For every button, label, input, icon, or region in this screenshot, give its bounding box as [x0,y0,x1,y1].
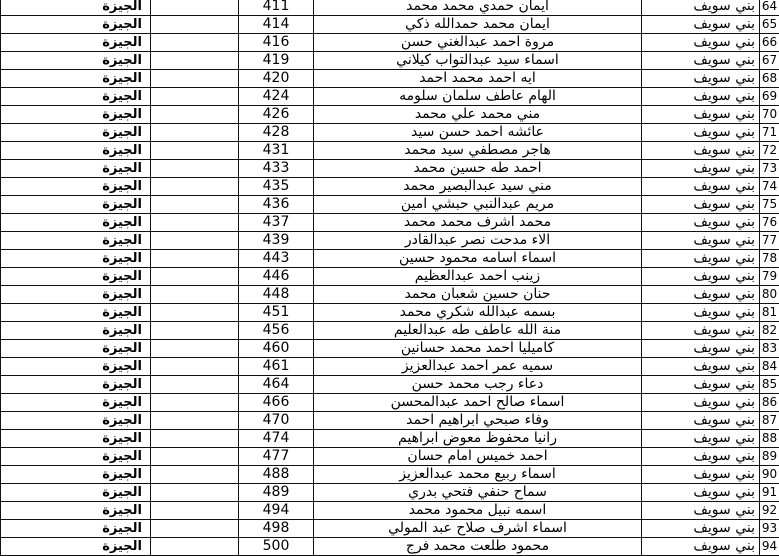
name-cell: ايمان حمدي محمد محمد [314,0,642,16]
governorate-cell: بني سويف [642,232,760,250]
empty-cell [151,196,239,214]
row-number-cell: 90 [760,466,779,484]
city-cell: الجيزة [1,214,151,232]
governorate-cell: بني سويف [642,124,760,142]
empty-cell [151,484,239,502]
city-cell: الجيزة [1,520,151,538]
governorate-cell: بني سويف [642,160,760,178]
row-number-cell: 77 [760,232,779,250]
name-cell: اسماء اشرف صلاح عبد المولي [314,520,642,538]
row-number-cell: 89 [760,448,779,466]
governorate-cell: بني سويف [642,412,760,430]
name-cell: دعاء رجب محمد حسن [314,376,642,394]
table-row [1,214,779,232]
code-cell: 435 [239,178,314,196]
code-cell: 433 [239,160,314,178]
empty-cell [151,286,239,304]
table-row [1,196,779,214]
empty-cell [151,0,239,16]
governorate-cell: بني سويف [642,34,760,52]
empty-cell [151,232,239,250]
code-cell: 443 [239,250,314,268]
code-cell: 419 [239,52,314,70]
governorate-cell: بني سويف [642,0,760,16]
name-cell: هاجر مصطفي سيد محمد [314,142,642,160]
row-number-cell: 81 [760,304,779,322]
code-cell: 464 [239,376,314,394]
code-cell: 414 [239,16,314,34]
row-number-cell: 69 [760,88,779,106]
name-cell: الهام عاطف سلمان سلومه [314,88,642,106]
code-cell: 470 [239,412,314,430]
governorate-cell: بني سويف [642,448,760,466]
governorate-cell: بني سويف [642,214,760,232]
city-cell: الجيزة [1,538,151,556]
empty-cell [151,178,239,196]
code-cell: 488 [239,466,314,484]
row-number-cell: 93 [760,520,779,538]
code-cell: 500 [239,538,314,556]
name-cell: بسمه عبدالله شكري محمد [314,304,642,322]
name-cell: رانيا محفوظ معوض ابراهيم [314,430,642,448]
name-cell: مروة احمد عبدالغني حسن [314,34,642,52]
code-cell: 431 [239,142,314,160]
governorate-cell: بني سويف [642,52,760,70]
city-cell: الجيزة [1,376,151,394]
table-row [1,52,779,70]
row-number-cell: 67 [760,52,779,70]
city-cell: الجيزة [1,0,151,16]
row-number-cell: 94 [760,538,779,556]
table-row [1,160,779,178]
code-cell: 424 [239,88,314,106]
code-cell: 461 [239,358,314,376]
table-body [1,0,779,556]
governorate-cell: بني سويف [642,106,760,124]
code-cell: 466 [239,394,314,412]
city-cell: الجيزة [1,16,151,34]
name-cell: ايمان محمد حمدالله ذكي [314,16,642,34]
governorate-cell: بني سويف [642,70,760,88]
empty-cell [151,70,239,88]
row-number-cell: 64 [760,0,779,16]
governorate-cell: بني سويف [642,268,760,286]
name-cell: حنان حسين شعبان محمد [314,286,642,304]
empty-cell [151,268,239,286]
row-number-cell: 71 [760,124,779,142]
table-row [1,304,779,322]
table-row [1,538,779,556]
row-number-cell: 70 [760,106,779,124]
table-row [1,70,779,88]
city-cell: الجيزة [1,304,151,322]
city-cell: الجيزة [1,34,151,52]
code-cell: 448 [239,286,314,304]
governorate-cell: بني سويف [642,142,760,160]
governorate-cell: بني سويف [642,196,760,214]
table-row [1,358,779,376]
table-row [1,250,779,268]
governorate-cell: بني سويف [642,250,760,268]
empty-cell [151,412,239,430]
row-number-cell: 66 [760,34,779,52]
name-cell: منة الله عاطف طه عبدالعليم [314,322,642,340]
governorate-cell: بني سويف [642,304,760,322]
name-cell: وفاء صبحي ابراهيم احمد [314,412,642,430]
row-number-cell: 78 [760,250,779,268]
table-row [1,88,779,106]
row-number-cell: 79 [760,268,779,286]
table-row [1,0,779,16]
row-number-cell: 80 [760,286,779,304]
empty-cell [151,538,239,556]
row-number-cell: 87 [760,412,779,430]
table-row [1,412,779,430]
name-cell: الاء مدحت نصر عبدالقادر [314,232,642,250]
city-cell: الجيزة [1,142,151,160]
name-cell: اسماء سيد عبدالتواب كيلاني [314,52,642,70]
empty-cell [151,160,239,178]
code-cell: 456 [239,322,314,340]
empty-cell [151,142,239,160]
city-cell: الجيزة [1,124,151,142]
table-row [1,394,779,412]
code-cell: 428 [239,124,314,142]
city-cell: الجيزة [1,286,151,304]
row-number-cell: 74 [760,178,779,196]
row-number-cell: 82 [760,322,779,340]
city-cell: الجيزة [1,178,151,196]
empty-cell [151,214,239,232]
name-cell: كاميليا احمد محمد حسانين [314,340,642,358]
name-cell: احمد طه حسين محمد [314,160,642,178]
code-cell: 446 [239,268,314,286]
name-cell: اسماء ربيع محمد عبدالعزيز [314,466,642,484]
governorate-cell: بني سويف [642,538,760,556]
code-cell: 489 [239,484,314,502]
governorate-cell: بني سويف [642,430,760,448]
row-number-cell: 75 [760,196,779,214]
city-cell: الجيزة [1,412,151,430]
governorate-cell: بني سويف [642,322,760,340]
empty-cell [151,322,239,340]
code-cell: 416 [239,34,314,52]
governorate-cell: بني سويف [642,178,760,196]
code-cell: 426 [239,106,314,124]
row-number-cell: 84 [760,358,779,376]
name-cell: مني محمد علي محمد [314,106,642,124]
name-cell: عائشه احمد حسن سيد [314,124,642,142]
name-cell: سميه عمر احمد عبدالعزيز [314,358,642,376]
empty-cell [151,394,239,412]
name-cell: احمد خميس امام حسان [314,448,642,466]
table-row [1,142,779,160]
row-number-cell: 65 [760,16,779,34]
code-cell: 494 [239,502,314,520]
governorate-cell: بني سويف [642,520,760,538]
city-cell: الجيزة [1,232,151,250]
row-number-cell: 92 [760,502,779,520]
city-cell: الجيزة [1,160,151,178]
city-cell: الجيزة [1,268,151,286]
table-row [1,484,779,502]
governorate-cell: بني سويف [642,502,760,520]
code-cell: 474 [239,430,314,448]
code-cell: 460 [239,340,314,358]
row-number-cell: 72 [760,142,779,160]
table-row [1,502,779,520]
governorate-cell: بني سويف [642,88,760,106]
city-cell: الجيزة [1,340,151,358]
table-row [1,448,779,466]
governorate-cell: بني سويف [642,466,760,484]
name-cell: محمود طلعت محمد فرج [314,538,642,556]
city-cell: الجيزة [1,52,151,70]
city-cell: الجيزة [1,358,151,376]
table-row [1,466,779,484]
code-cell: 411 [239,0,314,16]
governorate-cell: بني سويف [642,376,760,394]
city-cell: الجيزة [1,322,151,340]
name-cell: سماح حنفي فتحي بدري [314,484,642,502]
city-cell: الجيزة [1,394,151,412]
city-cell: الجيزة [1,196,151,214]
governorate-cell: بني سويف [642,286,760,304]
table-row [1,268,779,286]
empty-cell [151,16,239,34]
name-cell: زينب احمد عبدالعظيم [314,268,642,286]
empty-cell [151,34,239,52]
name-cell: اسماء اسامه محمود حسين [314,250,642,268]
table-row [1,520,779,538]
table-row [1,322,779,340]
name-cell: مريم عبدالنبي حبشي امين [314,196,642,214]
code-cell: 498 [239,520,314,538]
empty-cell [151,358,239,376]
governorate-cell: بني سويف [642,484,760,502]
code-cell: 437 [239,214,314,232]
table-row [1,124,779,142]
table-row [1,34,779,52]
code-cell: 420 [239,70,314,88]
governorate-cell: بني سويف [642,16,760,34]
empty-cell [151,88,239,106]
table-row [1,340,779,358]
name-cell: مني سيد عبدالبصير محمد [314,178,642,196]
code-cell: 477 [239,448,314,466]
governorate-cell: بني سويف [642,358,760,376]
table-row [1,16,779,34]
city-cell: الجيزة [1,106,151,124]
empty-cell [151,466,239,484]
empty-cell [151,448,239,466]
empty-cell [151,304,239,322]
empty-cell [151,340,239,358]
table-row [1,376,779,394]
empty-cell [151,520,239,538]
empty-cell [151,250,239,268]
row-number-cell: 73 [760,160,779,178]
city-cell: الجيزة [1,430,151,448]
code-cell: 436 [239,196,314,214]
row-number-cell: 85 [760,376,779,394]
empty-cell [151,106,239,124]
row-number-cell: 86 [760,394,779,412]
city-cell: الجيزة [1,250,151,268]
city-cell: الجيزة [1,484,151,502]
city-cell: الجيزة [1,502,151,520]
city-cell: الجيزة [1,448,151,466]
table-row [1,178,779,196]
empty-cell [151,124,239,142]
table-row [1,286,779,304]
row-number-cell: 91 [760,484,779,502]
row-number-cell: 76 [760,214,779,232]
row-number-cell: 83 [760,340,779,358]
governorate-cell: بني سويف [642,394,760,412]
table-row [1,106,779,124]
city-cell: الجيزة [1,70,151,88]
row-number-cell: 68 [760,70,779,88]
empty-cell [151,502,239,520]
row-number-cell: 88 [760,430,779,448]
name-cell: محمد اشرف محمد محمد [314,214,642,232]
city-cell: الجيزة [1,466,151,484]
name-cell: ايه احمد محمد احمد [314,70,642,88]
table-row [1,232,779,250]
name-cell: اسماء صالح احمد عبدالمحسن [314,394,642,412]
code-cell: 451 [239,304,314,322]
name-cell: اسمه نبيل محمود محمد [314,502,642,520]
city-cell: الجيزة [1,88,151,106]
empty-cell [151,376,239,394]
empty-cell [151,52,239,70]
code-cell: 439 [239,232,314,250]
governorate-cell: بني سويف [642,340,760,358]
